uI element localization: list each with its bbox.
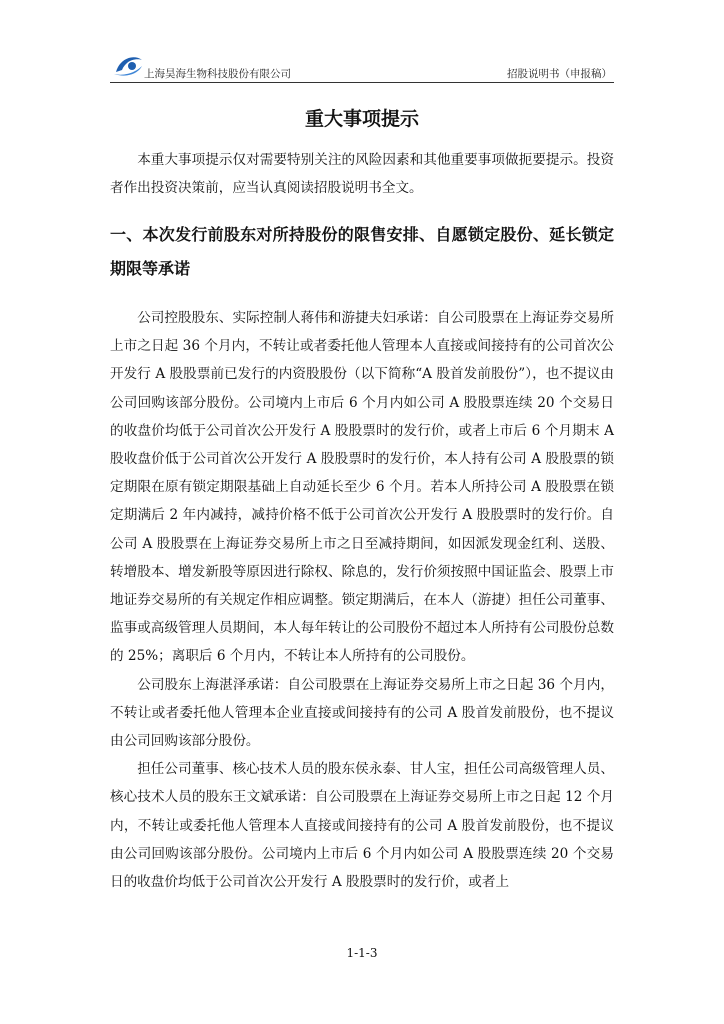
intro-paragraph: 本重大事项提示仅对需要特别关注的风险因素和其他重要事项做扼要提示。投资者作出投资决策前，应当认真阅读招股说明书全文。	[110, 152, 614, 197]
company-name: 上海昊海生物科技股份有限公司	[144, 68, 291, 80]
document-type: 招股说明书（申报稿）	[507, 68, 612, 80]
intro-block	[110, 146, 614, 202]
section-1	[110, 218, 614, 896]
paragraph-shanghai-zhanze: 公司股东上海湛泽承诺：自公司股票在上海证券交易所上市之日起 36 个月内，不转让或者委托他人管理本企业直接或间接持有的公司 A 股首发前股份，也不提议由公司回购该部分股份。	[110, 676, 614, 750]
paragraph-controlling-shareholders: 公司控股股东、实际控制人蒋伟和游捷夫妇承诺：自公司股票在上海证券交易所上市之日起 36 个月内，不转让或者委托他人管理本人直接或间接持有的公司首次公开发行 A 股股票前已发行的内资股股份（以下简称“A 股首发前股份”），也不提议由公司回购该部分股份。公司境内上市后 6 个月内如公司 A 股股票连续 20 个交易日的收盘价均低于公司首次公开发行 A 股股票时的发行价，或者上市后 6 个月期末 A 股收盘价低于公司首次公开发行 A 股股票时的发行价，本人持有公司 A 股股票的锁定期限在原有锁定期限基础上自动延长至少 6 个月。若本人所持公司 A 股股票在锁定期满后 2 年内减持，减持价格不低于公司首次公开发行 A 股股票时的发行价。自公司 A 股股票在上海证券交易所上市之日至减持期间，如因派发现金红利、送股、转增股本、增发新股等原因进行除权、除息的，发行价须按照中国证监会、股票上市地证券交易所的有关规定作相应调整。锁定期满后，在本人（游捷）担任公司董事、监事或高级管理人员期间，本人每年转让的公司股份不超过本人所持有公司股份总数的 25%；离职后 6 个月内，不转让本人所持有的公司股份。	[110, 310, 614, 665]
section-heading: 一、本次发行前股东对所持股份的限售安排、自愿锁定股份、延长锁定期限等承诺	[110, 225, 614, 278]
page-header	[110, 52, 614, 83]
page-title: 重大事项提示	[304, 108, 419, 130]
paragraph-directors-technicians: 担任公司董事、核心技术人员的股东侯永泰、甘人宝，担任公司高级管理人员、核心技术人员的股东王文斌承诺：自公司股票在上海证券交易所上市之日起 12 个月内，不转让或委托他人管理本人直接或间接持有的公司 A 股首发前股份，也不提议由公司回购该部分股份。公司境内上市后 6 个月内如公司 A 股股票连续 20 个交易日的收盘价均低于公司首次公开发行 A 股股票时的发行价，或者上	[110, 761, 614, 891]
company-logo-icon	[112, 52, 144, 78]
page-number: 1-1-3	[346, 946, 378, 960]
